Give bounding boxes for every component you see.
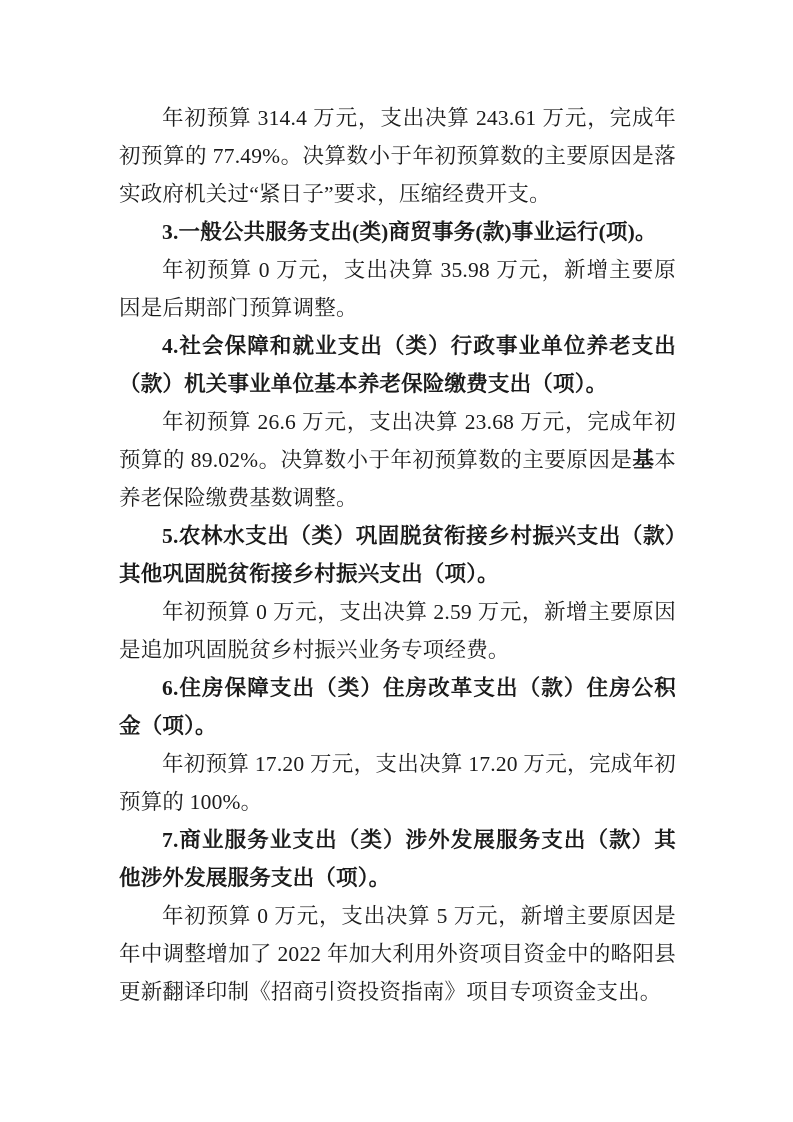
section-heading [119,821,676,897]
text-segment: 年初预算 0 万元，支出决算 5 万元，新增主要原因是年中调整增加了 2022 年加大利用外资项目资金中的略阳县更新翻译印制《招商引资投资指南》项目专项资金支出。 [119,904,676,1004]
bold-text-segment: 6.住房保障支出（类）住房改革支出（款）住房公积金（项）。 [119,676,676,738]
bold-text-segment: 基 [632,448,655,472]
bold-text-segment: 5.农林水支出（类）巩固脱贫衔接乡村振兴支出（款）其他巩固脱贫衔接乡村振兴支出（项）。 [119,524,676,586]
body-paragraph [119,403,676,517]
text-segment: 年初预算 314.4 万元，支出决算 243.61 万元，完成年初预算的 77.49%。决算数小于年初预算数的主要原因是落实政府机关过“紧日子”要求，压缩经费开支。 [119,106,676,206]
body-paragraph [119,593,676,669]
section-heading [119,327,676,403]
text-segment: 本养老保险缴费基数调整。 [119,448,676,510]
text-segment: 年初预算 0 万元，支出决算 2.59 万元，新增主要原因是追加巩固脱贫乡村振兴业务专项经费。 [119,600,676,662]
bold-text-segment: 7.商业服务业支出（类）涉外发展服务支出（款）其他涉外发展服务支出（项）。 [119,828,676,890]
body-paragraph [119,897,676,1011]
document-body [119,99,676,1011]
body-paragraph [119,251,676,327]
section-heading [119,213,676,251]
text-segment: 年初预算 26.6 万元，支出决算 23.68 万元，完成年初预算的 89.02%。决算数小于年初预算数的主要原因是 [119,410,676,472]
bold-text-segment: 4.社会保障和就业支出（类）行政事业单位养老支出（款）机关事业单位基本养老保险缴费支出（项）。 [119,334,676,396]
section-heading [119,517,676,593]
section-heading [119,669,676,745]
text-segment: 年初预算 0 万元，支出决算 35.98 万元，新增主要原因是后期部门预算调整。 [119,258,676,320]
text-segment: 年初预算 17.20 万元，支出决算 17.20 万元，完成年初预算的 100%。 [119,752,676,814]
body-paragraph [119,99,676,213]
body-paragraph [119,745,676,821]
bold-text-segment: 3.一般公共服务支出(类)商贸事务(款)事业运行(项)。 [162,220,657,244]
